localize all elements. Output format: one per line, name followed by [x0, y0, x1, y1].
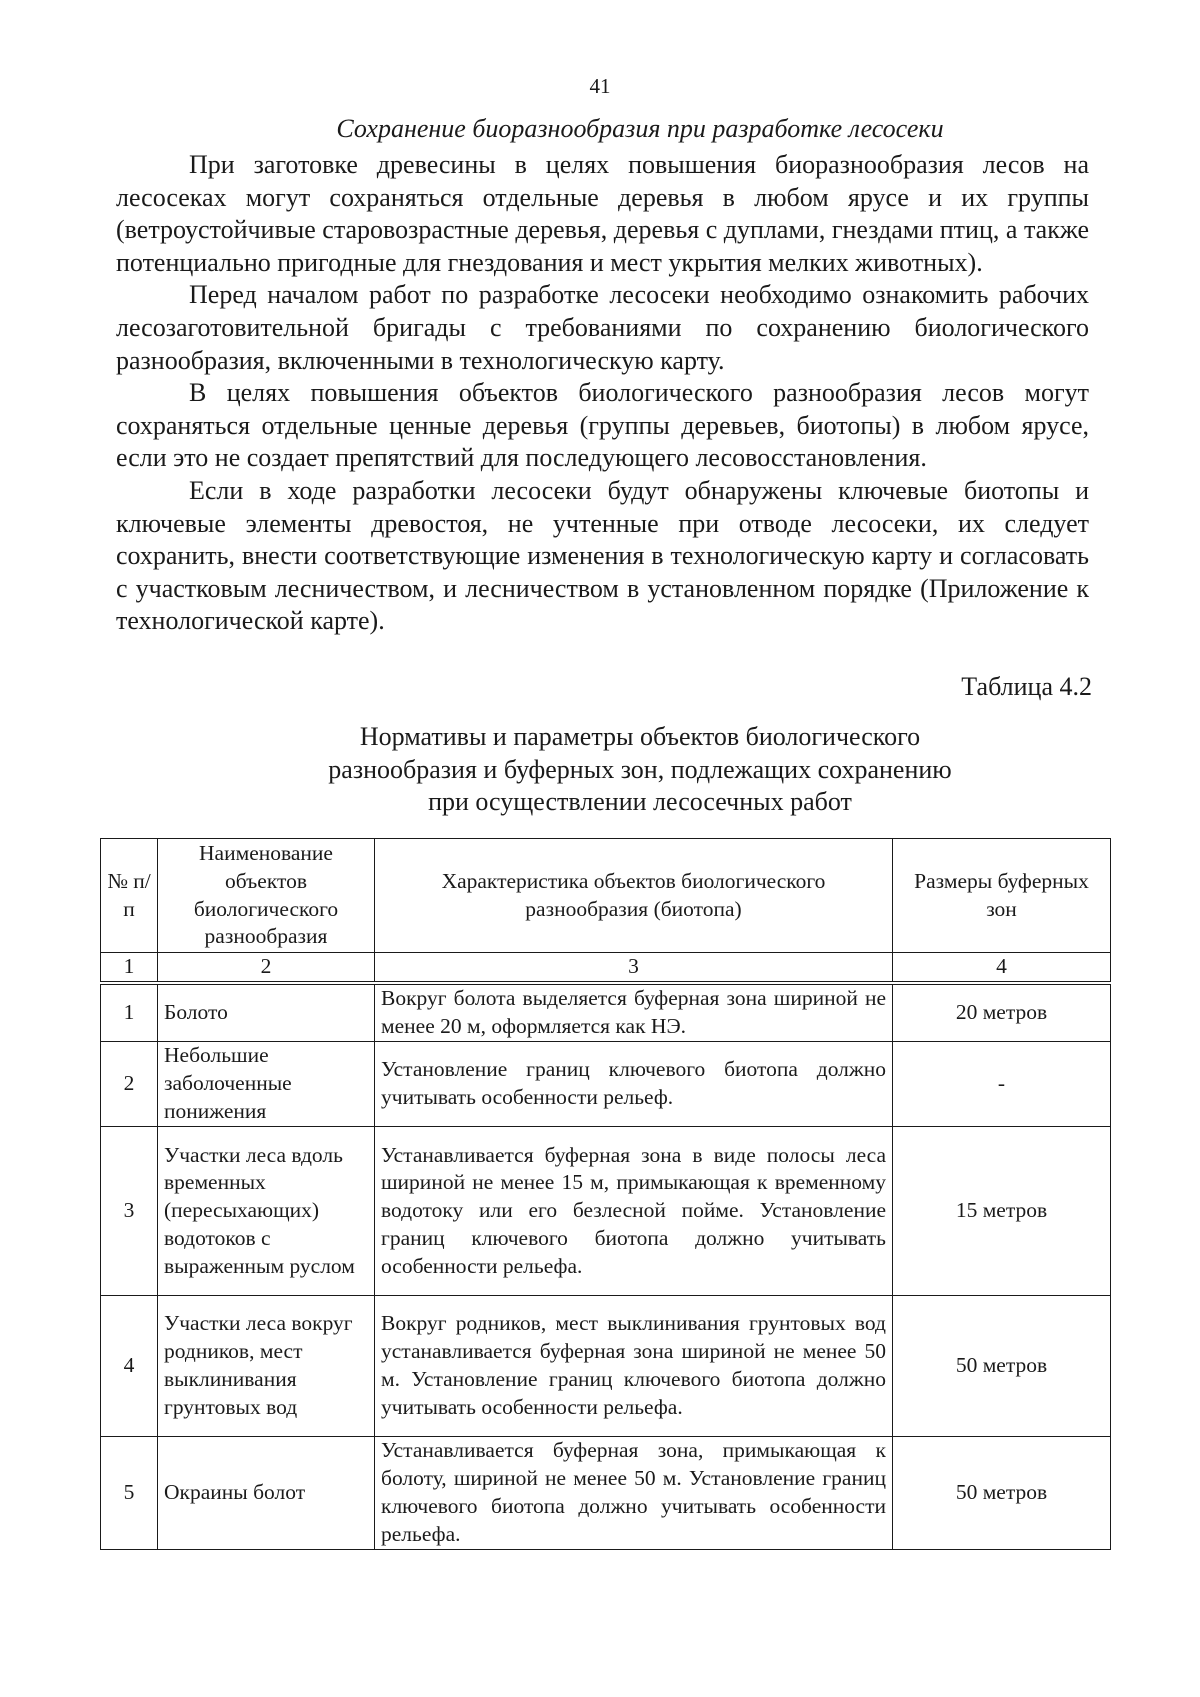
header-buffer: Размеры буферных зон: [893, 839, 1111, 953]
header-name: Наименование объектов биологического разнообразия: [158, 839, 375, 953]
buffer-size: 50 метров: [893, 1437, 1111, 1550]
table-title-line: разнообразия и буферных зон, подлежащих сохранению: [328, 754, 952, 784]
table-row: [101, 983, 1111, 1042]
table-title-line: Нормативы и параметры объектов биологического: [359, 722, 921, 751]
object-description: Вокруг болота выделяется буферная зона шириной не менее 20 м, оформляется как НЭ.: [375, 983, 893, 1042]
object-description: Вокруг родников, мест выклинивания грунтовых вод устанавливается буферная зона шириной не менее 50 м. Установление границ ключевого биотопа должно учитывать особенности рельефа.: [375, 1296, 893, 1437]
body-text: [116, 149, 1089, 638]
table-row: [101, 1127, 1111, 1296]
row-number: 5: [101, 1437, 158, 1550]
column-number: 4: [893, 953, 1111, 984]
paragraph: Перед началом работ по разработке лесосеки необходимо ознакомить рабочих лесозаготовительной бригады с требованиями по сохранению биологического разнообразия, включенными в технологическую карту.: [116, 280, 1089, 375]
section-title: Сохранение биоразнообразия при разработке лесосеки: [336, 114, 944, 143]
object-description: Устанавливается буферная зона, примыкающая к болоту, шириной не менее 50 м. Установление границ ключевого биотопа должно учитывать особенности рельефа.: [375, 1437, 893, 1550]
table-title-line: при осуществлении лесосечных работ: [428, 787, 852, 816]
table-number-label: Таблица 4.2: [961, 672, 1092, 701]
header-num: № п/п: [101, 839, 158, 953]
table-header-row: [101, 839, 1111, 953]
paragraph: В целях повышения объектов биологического разнообразия лесов могут сохраняться отдельные ценные деревья (группы деревьев, биотопы) в любом ярусе, если это не создает препятствий для последующего лесовосстановления.: [116, 378, 1089, 473]
page-number: 41: [589, 74, 611, 98]
buffer-size: 50 метров: [893, 1296, 1111, 1437]
row-number: 1: [101, 983, 158, 1042]
object-name: Участки леса вдоль временных (пересыхающих) водотоков с выраженным руслом: [158, 1127, 375, 1296]
buffer-size: 20 метров: [893, 983, 1111, 1042]
object-name: Участки леса вокруг родников, мест выклинивания грунтовых вод: [158, 1296, 375, 1437]
row-number: 3: [101, 1127, 158, 1296]
column-number: 3: [375, 953, 893, 984]
column-number-row: [101, 953, 1111, 984]
biodiversity-table: [100, 838, 1111, 1550]
object-description: Устанавливается буферная зона в виде полосы леса шириной не менее 15 м, примыкающая к временному водотоку или его безлесной пойме. Установление границ ключевого биотопа должно учитывать особенности рельефа.: [375, 1127, 893, 1296]
paragraph: При заготовке древесины в целях повышения биоразнообразия лесов на лесосеках могут сохраняться отдельные деревья в любом ярусе и их группы (ветроустойчивые старовозрастные деревья, деревья с дуплами, гнездами птиц, а также потенциально пригодные для гнездования и мест укрытия мелких животных).: [116, 150, 1089, 277]
column-number: 1: [101, 953, 158, 984]
table-row: [101, 1437, 1111, 1550]
table-row: [101, 1296, 1111, 1437]
object-name: Окраины болот: [158, 1437, 375, 1550]
header-desc: Характеристика объектов биологического разнообразия (биотопа): [375, 839, 893, 953]
object-name: Болото: [158, 983, 375, 1042]
table-title: [0, 721, 1200, 819]
object-name: Небольшие заболоченные понижения: [158, 1042, 375, 1127]
row-number: 2: [101, 1042, 158, 1127]
buffer-size: -: [893, 1042, 1111, 1127]
buffer-size: 15 метров: [893, 1127, 1111, 1296]
object-description: Установление границ ключевого биотопа должно учитывать особенности рельеф.: [375, 1042, 893, 1127]
row-number: 4: [101, 1296, 158, 1437]
paragraph: Если в ходе разработки лесосеки будут обнаружены ключевые биотопы и ключевые элементы древостоя, не учтенные при отводе лесосеки, их следует сохранить, внести соответствующие изменения в технологическую карту и согласовать с участковым лесничеством, и лесничеством в установленном порядке (Приложение к технологической карте).: [116, 475, 1089, 636]
table-row: [101, 1042, 1111, 1127]
column-number: 2: [158, 953, 375, 984]
